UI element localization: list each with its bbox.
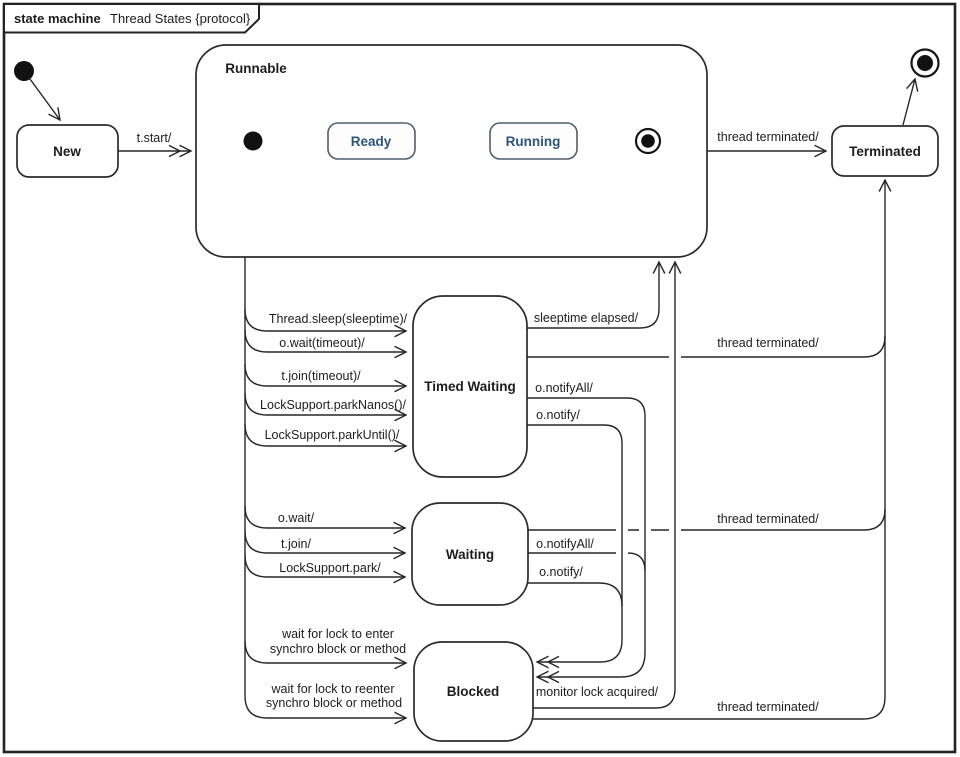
label-join-timeout: t.join(timeout)/ <box>281 369 361 383</box>
state-timed-waiting[interactable] <box>413 296 527 477</box>
diagram-title: Thread States {protocol} <box>110 11 251 26</box>
label-t-join: t.join/ <box>281 537 311 551</box>
runnable-initial-pseudostate-icon <box>244 132 263 151</box>
state-new[interactable] <box>17 125 118 177</box>
state-timed-waiting-label: Timed Waiting <box>424 379 516 394</box>
state-waiting[interactable] <box>412 503 528 605</box>
state-terminated-label: Terminated <box>849 144 921 159</box>
label-lock-park: LockSupport.park/ <box>279 561 381 575</box>
state-blocked[interactable] <box>414 642 533 741</box>
label-reenter-1: wait for lock to reenter <box>271 682 395 696</box>
label-sleeptime-elapsed: sleeptime elapsed/ <box>533 311 639 325</box>
state-running-label: Running <box>505 134 561 149</box>
state-waiting-label: Waiting <box>445 547 495 562</box>
label-park-until: LockSupport.parkUntil()/ <box>264 428 400 442</box>
state-new-label: New <box>53 144 81 159</box>
label-sleep: Thread.sleep(sleeptime)/ <box>268 312 408 326</box>
label-o-wait: o.wait/ <box>277 511 315 525</box>
label-t-start: t.start/ <box>136 131 172 145</box>
label-tw-terminated: thread terminated/ <box>717 336 819 350</box>
diagram-keyword: state machine <box>14 11 101 26</box>
initial-pseudostate-icon <box>14 61 34 81</box>
label-monitor-lock: monitor lock acquired/ <box>535 685 659 699</box>
state-ready[interactable] <box>328 123 415 159</box>
state-runnable[interactable] <box>196 45 707 257</box>
state-terminated[interactable] <box>832 126 938 176</box>
label-enter-2: synchro block or method <box>269 642 407 656</box>
label-wait-timeout: o.wait(timeout)/ <box>279 336 365 350</box>
label-w-terminated: thread terminated/ <box>717 512 819 526</box>
label-tw-notify-all: o.notifyAll/ <box>535 381 593 395</box>
label-reenter-2: synchro block or method <box>265 696 403 710</box>
label-park-nanos: LockSupport.parkNanos()/ <box>260 398 406 412</box>
label-enter-1: wait for lock to enter <box>282 627 394 641</box>
runnable-final-state-icon <box>636 129 660 153</box>
label-tw-notify: o.notify/ <box>536 408 580 422</box>
state-runnable-label: Runnable <box>225 61 287 76</box>
state-running[interactable] <box>490 123 577 159</box>
label-w-notify: o.notify/ <box>539 565 583 579</box>
label-w-notify-all: o.notifyAll/ <box>536 537 594 551</box>
label-b-terminated: thread terminated/ <box>717 700 819 714</box>
state-blocked-label: Blocked <box>446 684 500 699</box>
state-ready-label: Ready <box>350 134 392 149</box>
label-runnable-terminated: thread terminated/ <box>717 130 819 144</box>
final-state-icon <box>912 50 939 77</box>
